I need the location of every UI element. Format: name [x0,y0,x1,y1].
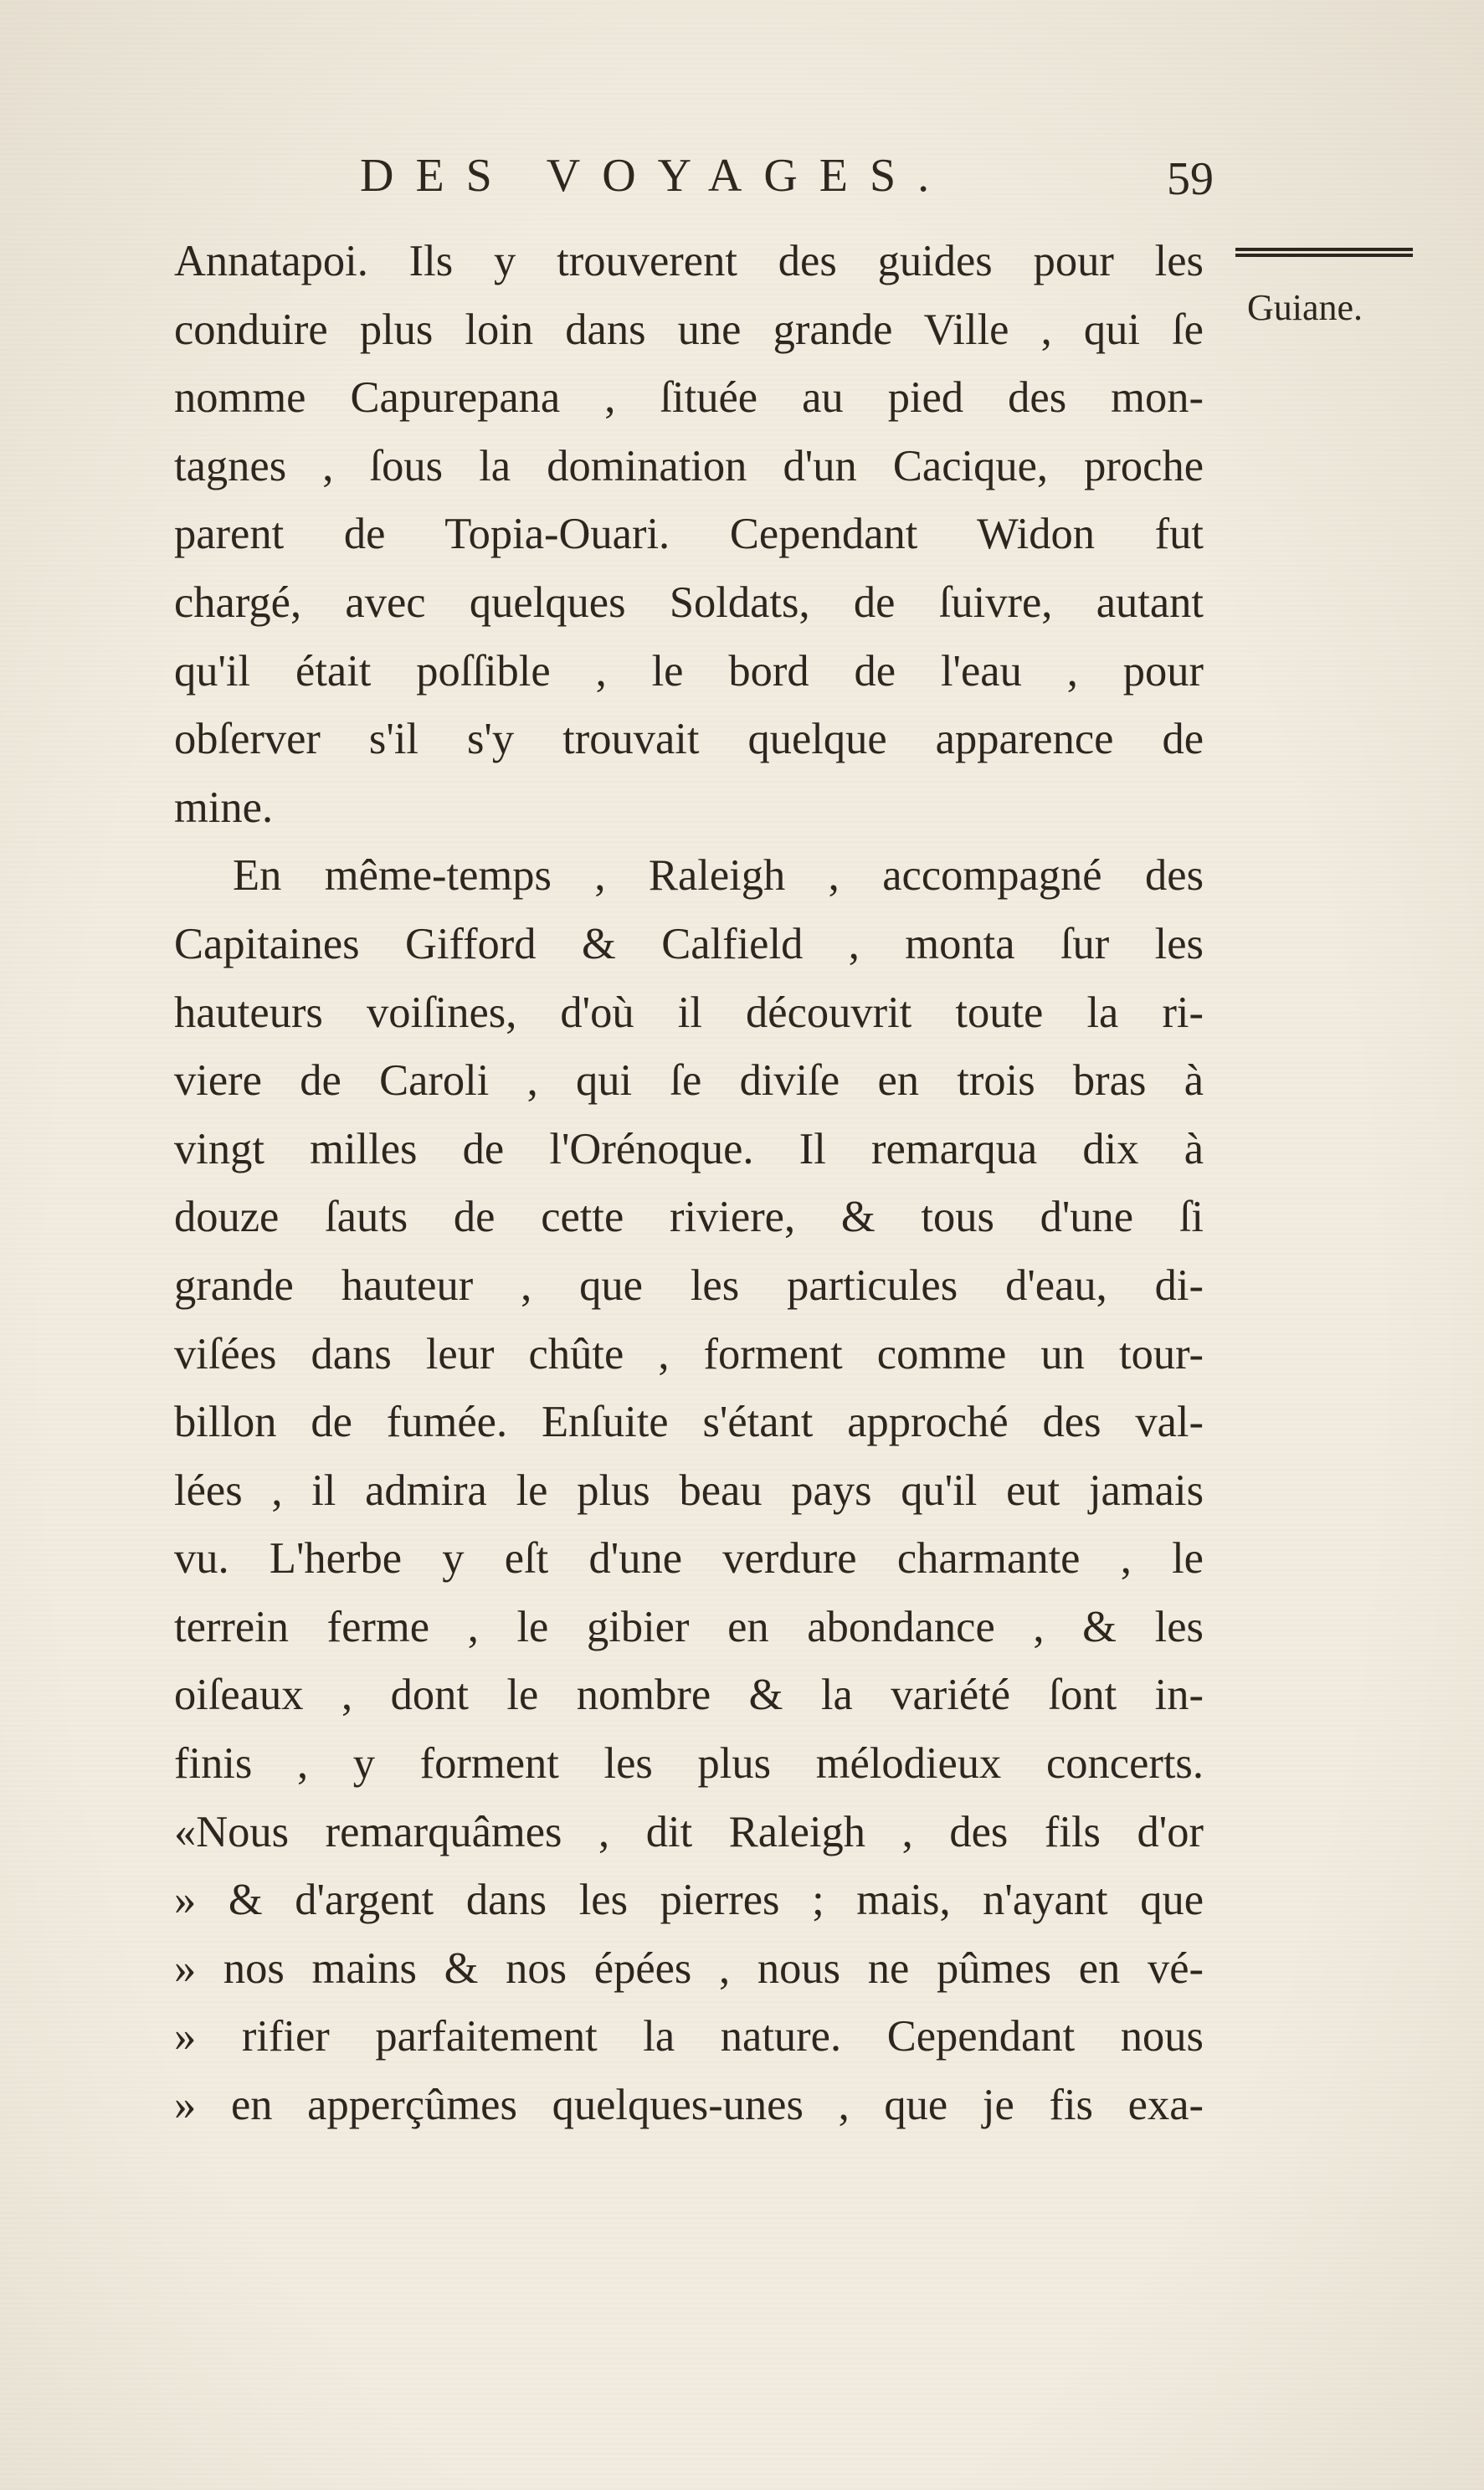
text-line: » en apperçûmes quelques-unes , que je fis exa- [174,2081,1204,2130]
text-line: obſerver s'il s'y trouvait quelque apparence de [174,715,1204,764]
text-line: » nos mains & nos épées , nous ne pûmes en vé- [174,1943,1204,1993]
running-head: DES VOYAGES. [360,150,952,202]
text-line: viere de Caroli , qui ſe diviſe en trois bras à [174,1056,1204,1106]
text-line: mine. [174,783,274,832]
text-line: conduire plus loin dans une grande Ville , qui ſe [174,305,1204,354]
text-line: viſées dans leur chûte , forment comme un tour- [174,1329,1204,1378]
text-line: En même-temps , Raleigh , accompagné des [233,851,1204,901]
text-line: » & d'argent dans les pierres ; mais, n'ayant que [174,1876,1204,1925]
text-line: oiſeaux , dont le nombre & la variété ſont in- [174,1671,1204,1720]
text-line: finis , y forment les plus mélodieux concerts. [174,1739,1204,1789]
text-line: vu. L'herbe y eſt d'une verdure charmante , le [174,1534,1204,1584]
text-line: nomme Capurepana , ſituée au pied des mon- [174,373,1204,423]
text-line: tagnes , ſous la domination d'un Cacique, proche [174,441,1204,490]
text-line: billon de fumée. Enſuite s'étant approché des val- [174,1398,1204,1447]
text-line: chargé, avec quelques Soldats, de ſuivre, autant [174,578,1204,627]
page-header [360,149,1214,216]
text-line: grande hauteur , que les particules d'eau, di- [174,1260,1204,1310]
text-line: vingt milles de l'Orénoque. Il remarqua dix à [174,1124,1204,1173]
margin-rule-bar [1235,248,1413,251]
text-line: qu'il était poſſible , le bord de l'eau , pour [174,646,1204,696]
page-number: 59 [1167,153,1214,205]
text-line: «Nous remarquâmes , dit Raleigh , des fils d'or [174,1807,1204,1856]
text-line: hauteurs voiſines, d'où il découvrit toute la ri- [174,988,1204,1037]
text-line: Annatapoi. Ils y trouverent des guides pour les [174,237,1204,285]
margin-note: Guiane. [1247,287,1363,328]
margin-rule-bar [1235,254,1413,257]
text-line: » rifier parfaitement la nature. Cependant nous [174,2012,1204,2061]
text-line: Capitaines Gifford & Calfield , monta ſur les [174,919,1204,968]
text-line: douze ſauts de cette riviere, & tous d'une ſi [174,1193,1204,1242]
body-text [174,228,1204,2140]
text-line: lées , il admira le plus beau pays qu'il eut jamais [174,1466,1204,1515]
margin-rule [1235,248,1413,263]
text-line: terrein ferme , le gibier en abondance , & les [174,1602,1204,1651]
text-line: parent de Topia-Ouari. Cependant Widon fut [174,510,1204,559]
